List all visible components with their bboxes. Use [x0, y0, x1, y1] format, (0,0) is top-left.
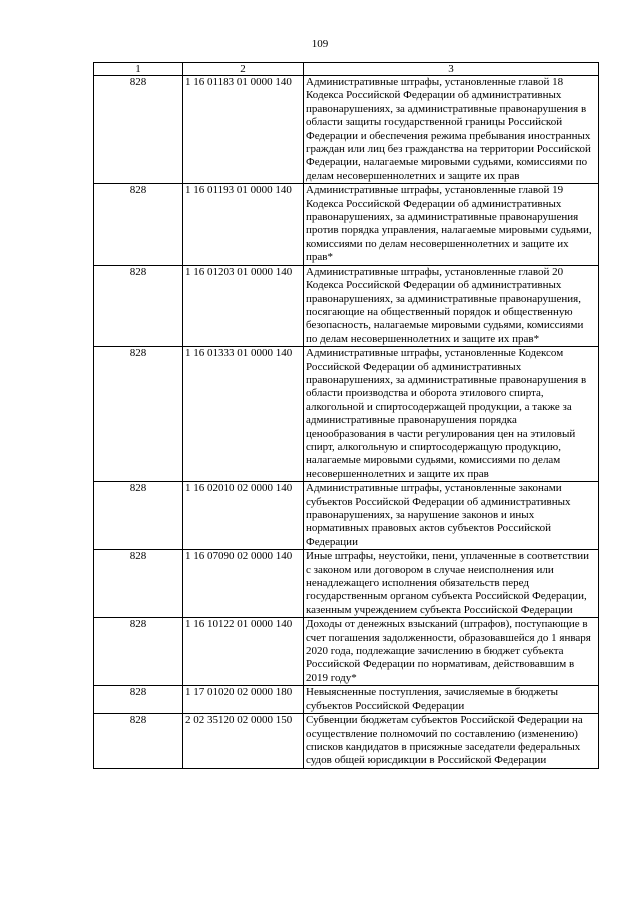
revenue-name-cell: Иные штрафы, неустойки, пени, уплаченные в соответствии с законом или договором в случае неисполнения или ненадлежащего исполнения обязательств перед государственным органом субъекта Российской Федерации, казенным учреждением субъекта Российской Федерации — [304, 550, 599, 618]
revenue-name-cell: Административные штрафы, установленные законами субъектов Российской Федерации об административных правонарушениях, за нарушение законов и иных нормативных правовых актов субъектов Российской Федерации — [304, 482, 599, 550]
admin-code-cell: 828 — [94, 714, 183, 769]
admin-code-cell: 828 — [94, 686, 183, 714]
revenue-name-cell: Невыясненные поступления, зачисляемые в бюджеты субъектов Российской Федерации — [304, 686, 599, 714]
page-number: 109 — [311, 38, 329, 50]
column-header-2: 2 — [183, 63, 304, 76]
revenue-name-cell: Административные штрафы, установленные главой 18 Кодекса Российской Федерации об административных правонарушениях, за административные правонарушения в области защиты государственной границы Российской Федерации и обеспечения режима пребывания иностранных граждан или лиц без гражданства на территории Российской Федерации, налагаемые мировыми судьями, комиссиями по делам несовершеннолетних и защите их прав — [304, 76, 599, 184]
revenue-name-cell: Субвенции бюджетам субъектов Российской Федерации на осуществление полномочий по составлению (изменению) списков кандидатов в присяжные заседатели федеральных судов общей юрисдикции в Российской Федерации — [304, 714, 599, 769]
revenue-name-cell: Доходы от денежных взысканий (штрафов), поступающие в счет погашения задолженности, образовавшейся до 1 января 2020 года, подлежащие зачислению в бюджет субъекта Российской Федерации по нормативам, действовавшим в 2019 году* — [304, 618, 599, 686]
kbk-code-cell: 1 16 01183 01 0000 140 — [183, 76, 304, 184]
table-row — [94, 482, 599, 550]
admin-code-cell: 828 — [94, 550, 183, 618]
revenue-name-cell: Административные штрафы, установленные главой 20 Кодекса Российской Федерации об административных правонарушениях, за административные правонарушения, посягающие на общественный порядок и общественную безопасность, налагаемые мировыми судьями, комиссиями по делам несовершеннолетних и защите их прав* — [304, 265, 599, 346]
revenue-codes-table — [93, 62, 599, 769]
kbk-code-cell: 1 16 07090 02 0000 140 — [183, 550, 304, 618]
column-header-1: 1 — [94, 63, 183, 76]
admin-code-cell: 828 — [94, 184, 183, 265]
admin-code-cell: 828 — [94, 482, 183, 550]
table-row — [94, 184, 599, 265]
table-row — [94, 76, 599, 184]
revenue-name-cell: Административные штрафы, установленные главой 19 Кодекса Российской Федерации об административных правонарушениях, за административные правонарушения против порядка управления, налагаемые мировыми судьями, комиссиями по делам несовершеннолетних и защите их прав* — [304, 184, 599, 265]
table-row — [94, 265, 599, 346]
table-row — [94, 550, 599, 618]
table-row — [94, 714, 599, 769]
admin-code-cell: 828 — [94, 76, 183, 184]
table-row — [94, 686, 599, 714]
kbk-code-cell: 2 02 35120 02 0000 150 — [183, 714, 304, 769]
table-row — [94, 618, 599, 686]
admin-code-cell: 828 — [94, 347, 183, 482]
revenue-name-cell: Административные штрафы, установленные Кодексом Российской Федерации об административных правонарушениях, за административные правонарушения в области производства и оборота этилового спирта, алкогольной и спиртосодержащей продукции, а также за административные правонарушения порядка ценообразования в части регулирования цен на этиловый спирт, алкогольную и спиртосодержащую продукцию, налагаемые мировыми судьями, комиссиями по делам несовершеннолетних и защите их прав — [304, 347, 599, 482]
table-row — [94, 347, 599, 482]
kbk-code-cell: 1 17 01020 02 0000 180 — [183, 686, 304, 714]
column-header-3: 3 — [304, 63, 599, 76]
kbk-code-cell: 1 16 02010 02 0000 140 — [183, 482, 304, 550]
kbk-code-cell: 1 16 01203 01 0000 140 — [183, 265, 304, 346]
admin-code-cell: 828 — [94, 618, 183, 686]
kbk-code-cell: 1 16 01193 01 0000 140 — [183, 184, 304, 265]
kbk-code-cell: 1 16 10122 01 0000 140 — [183, 618, 304, 686]
kbk-code-cell: 1 16 01333 01 0000 140 — [183, 347, 304, 482]
table-header-row — [94, 63, 599, 76]
admin-code-cell: 828 — [94, 265, 183, 346]
